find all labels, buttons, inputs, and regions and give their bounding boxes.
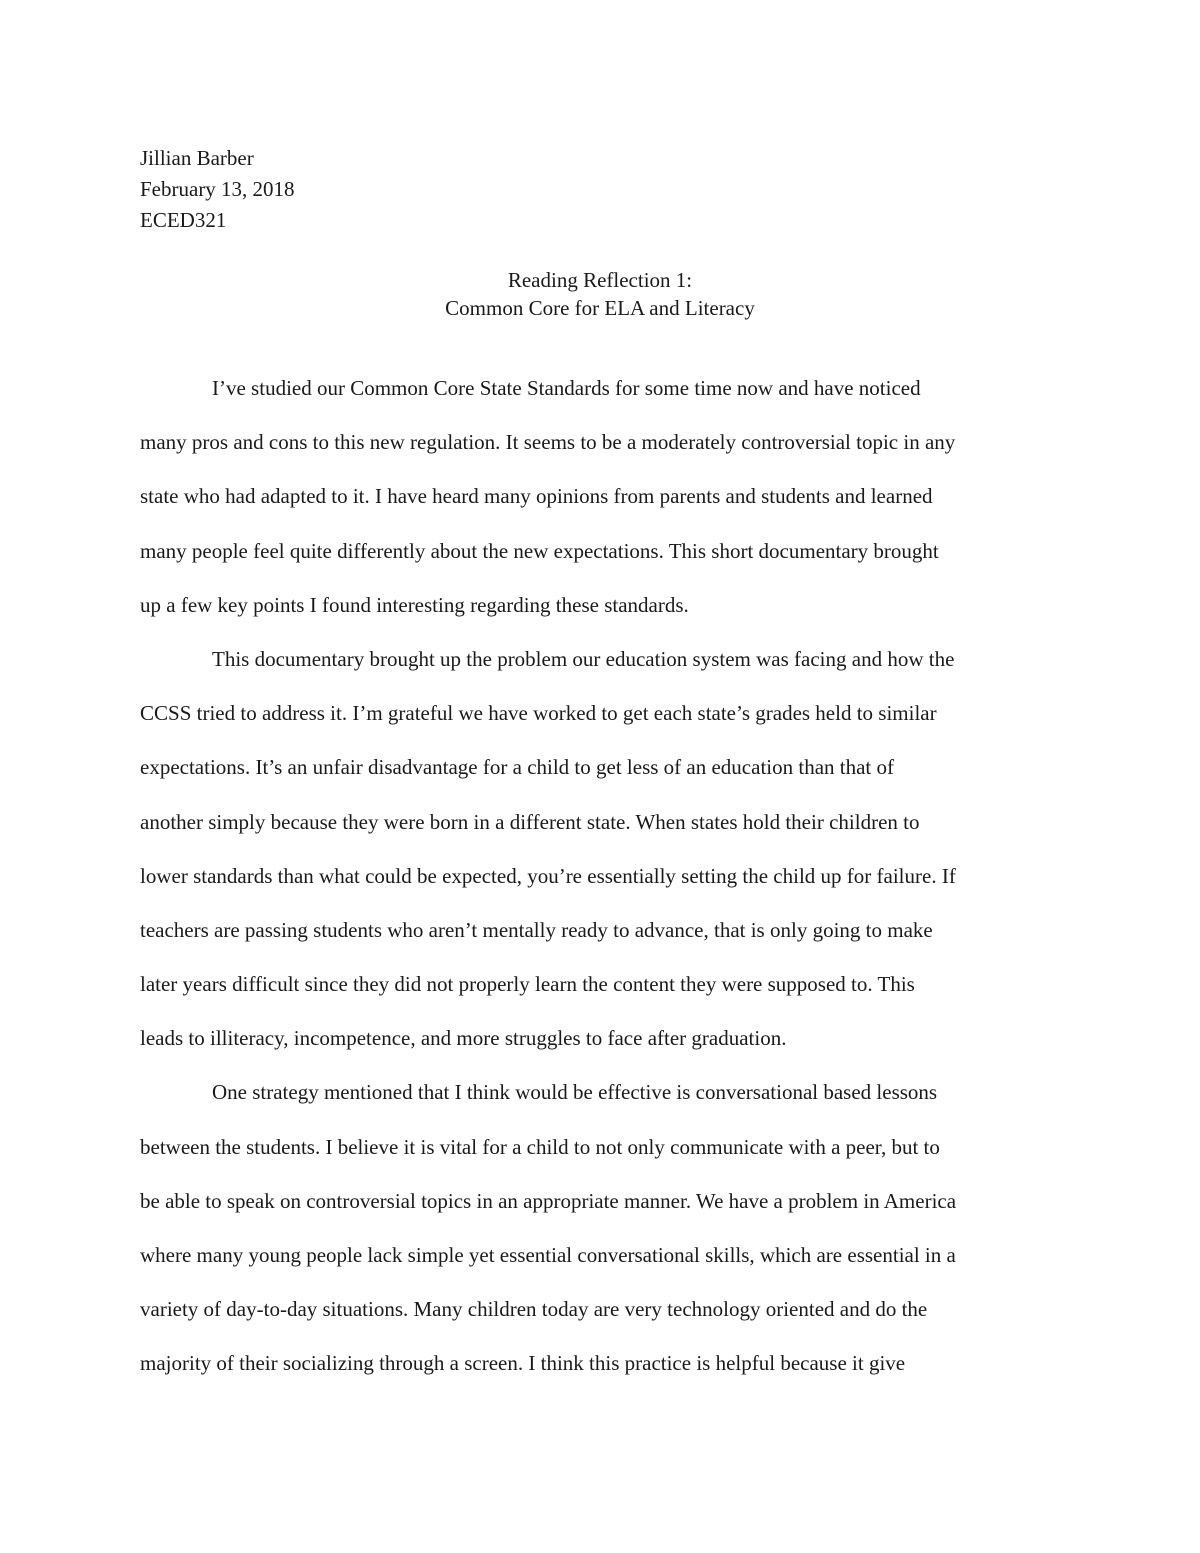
course-code: ECED321 [140, 208, 227, 232]
text-line: teachers are passing students who aren’t mentally ready to advance, that is only going to make [140, 917, 933, 942]
body-text [140, 371, 1080, 1401]
text-line: be able to speak on controversial topics in an appropriate manner. We have a problem in America [140, 1188, 957, 1213]
author-name: Jillian Barber [140, 146, 254, 170]
heading-block [140, 143, 295, 236]
text-line: many people feel quite differently about the new expectations. This short documentary brought [140, 538, 939, 563]
text-line: lower standards than what could be expected, you’re essentially setting the child up for failure. If [140, 863, 956, 888]
text-line: expectations. It’s an unfair disadvantage for a child to get less of an education than that of [140, 755, 895, 780]
text-line: variety of day-to-day situations. Many children today are very technology oriented and do the [140, 1297, 928, 1322]
text-line: leads to illiteracy, incompetence, and more struggles to face after graduation. [140, 1026, 787, 1051]
text-line: I’ve studied our Common Core State Standards for some time now and have noticed [212, 376, 921, 400]
title-line-1: Reading Reflection 1: [507, 268, 693, 292]
text-line: many pros and cons to this new regulation. It seems to be a moderately controversial topic in any [140, 430, 956, 455]
title-line-2: Common Core for ELA and Literacy [445, 296, 755, 320]
document-date: February 13, 2018 [140, 177, 295, 201]
text-line: One strategy mentioned that I think would be effective is conversational based lessons [212, 1080, 938, 1105]
text-line: majority of their socializing through a screen. I think this practice is helpful because it give [140, 1351, 906, 1376]
text-line: where many young people lack simple yet essential conversational skills, which are essential in a [140, 1243, 956, 1267]
text-line: another simply because they were born in a different state. When states hold their children to [140, 809, 920, 834]
text-line: CCSS tried to address it. I’m grateful we have worked to get each state’s grades held to similar [140, 701, 937, 726]
text-line: later years difficult since they did not properly learn the content they were supposed to. This [140, 972, 915, 997]
text-line: state who had adapted to it. I have heard many opinions from parents and students and learned [140, 484, 933, 509]
text-line: up a few key points I found interesting regarding these standards. [140, 592, 689, 617]
text-line: between the students. I believe it is vital for a child to not only communicate with a peer, but to [140, 1134, 940, 1159]
text-line: This documentary brought up the problem our education system was facing and how the [212, 646, 955, 671]
document-title [0, 266, 1200, 322]
